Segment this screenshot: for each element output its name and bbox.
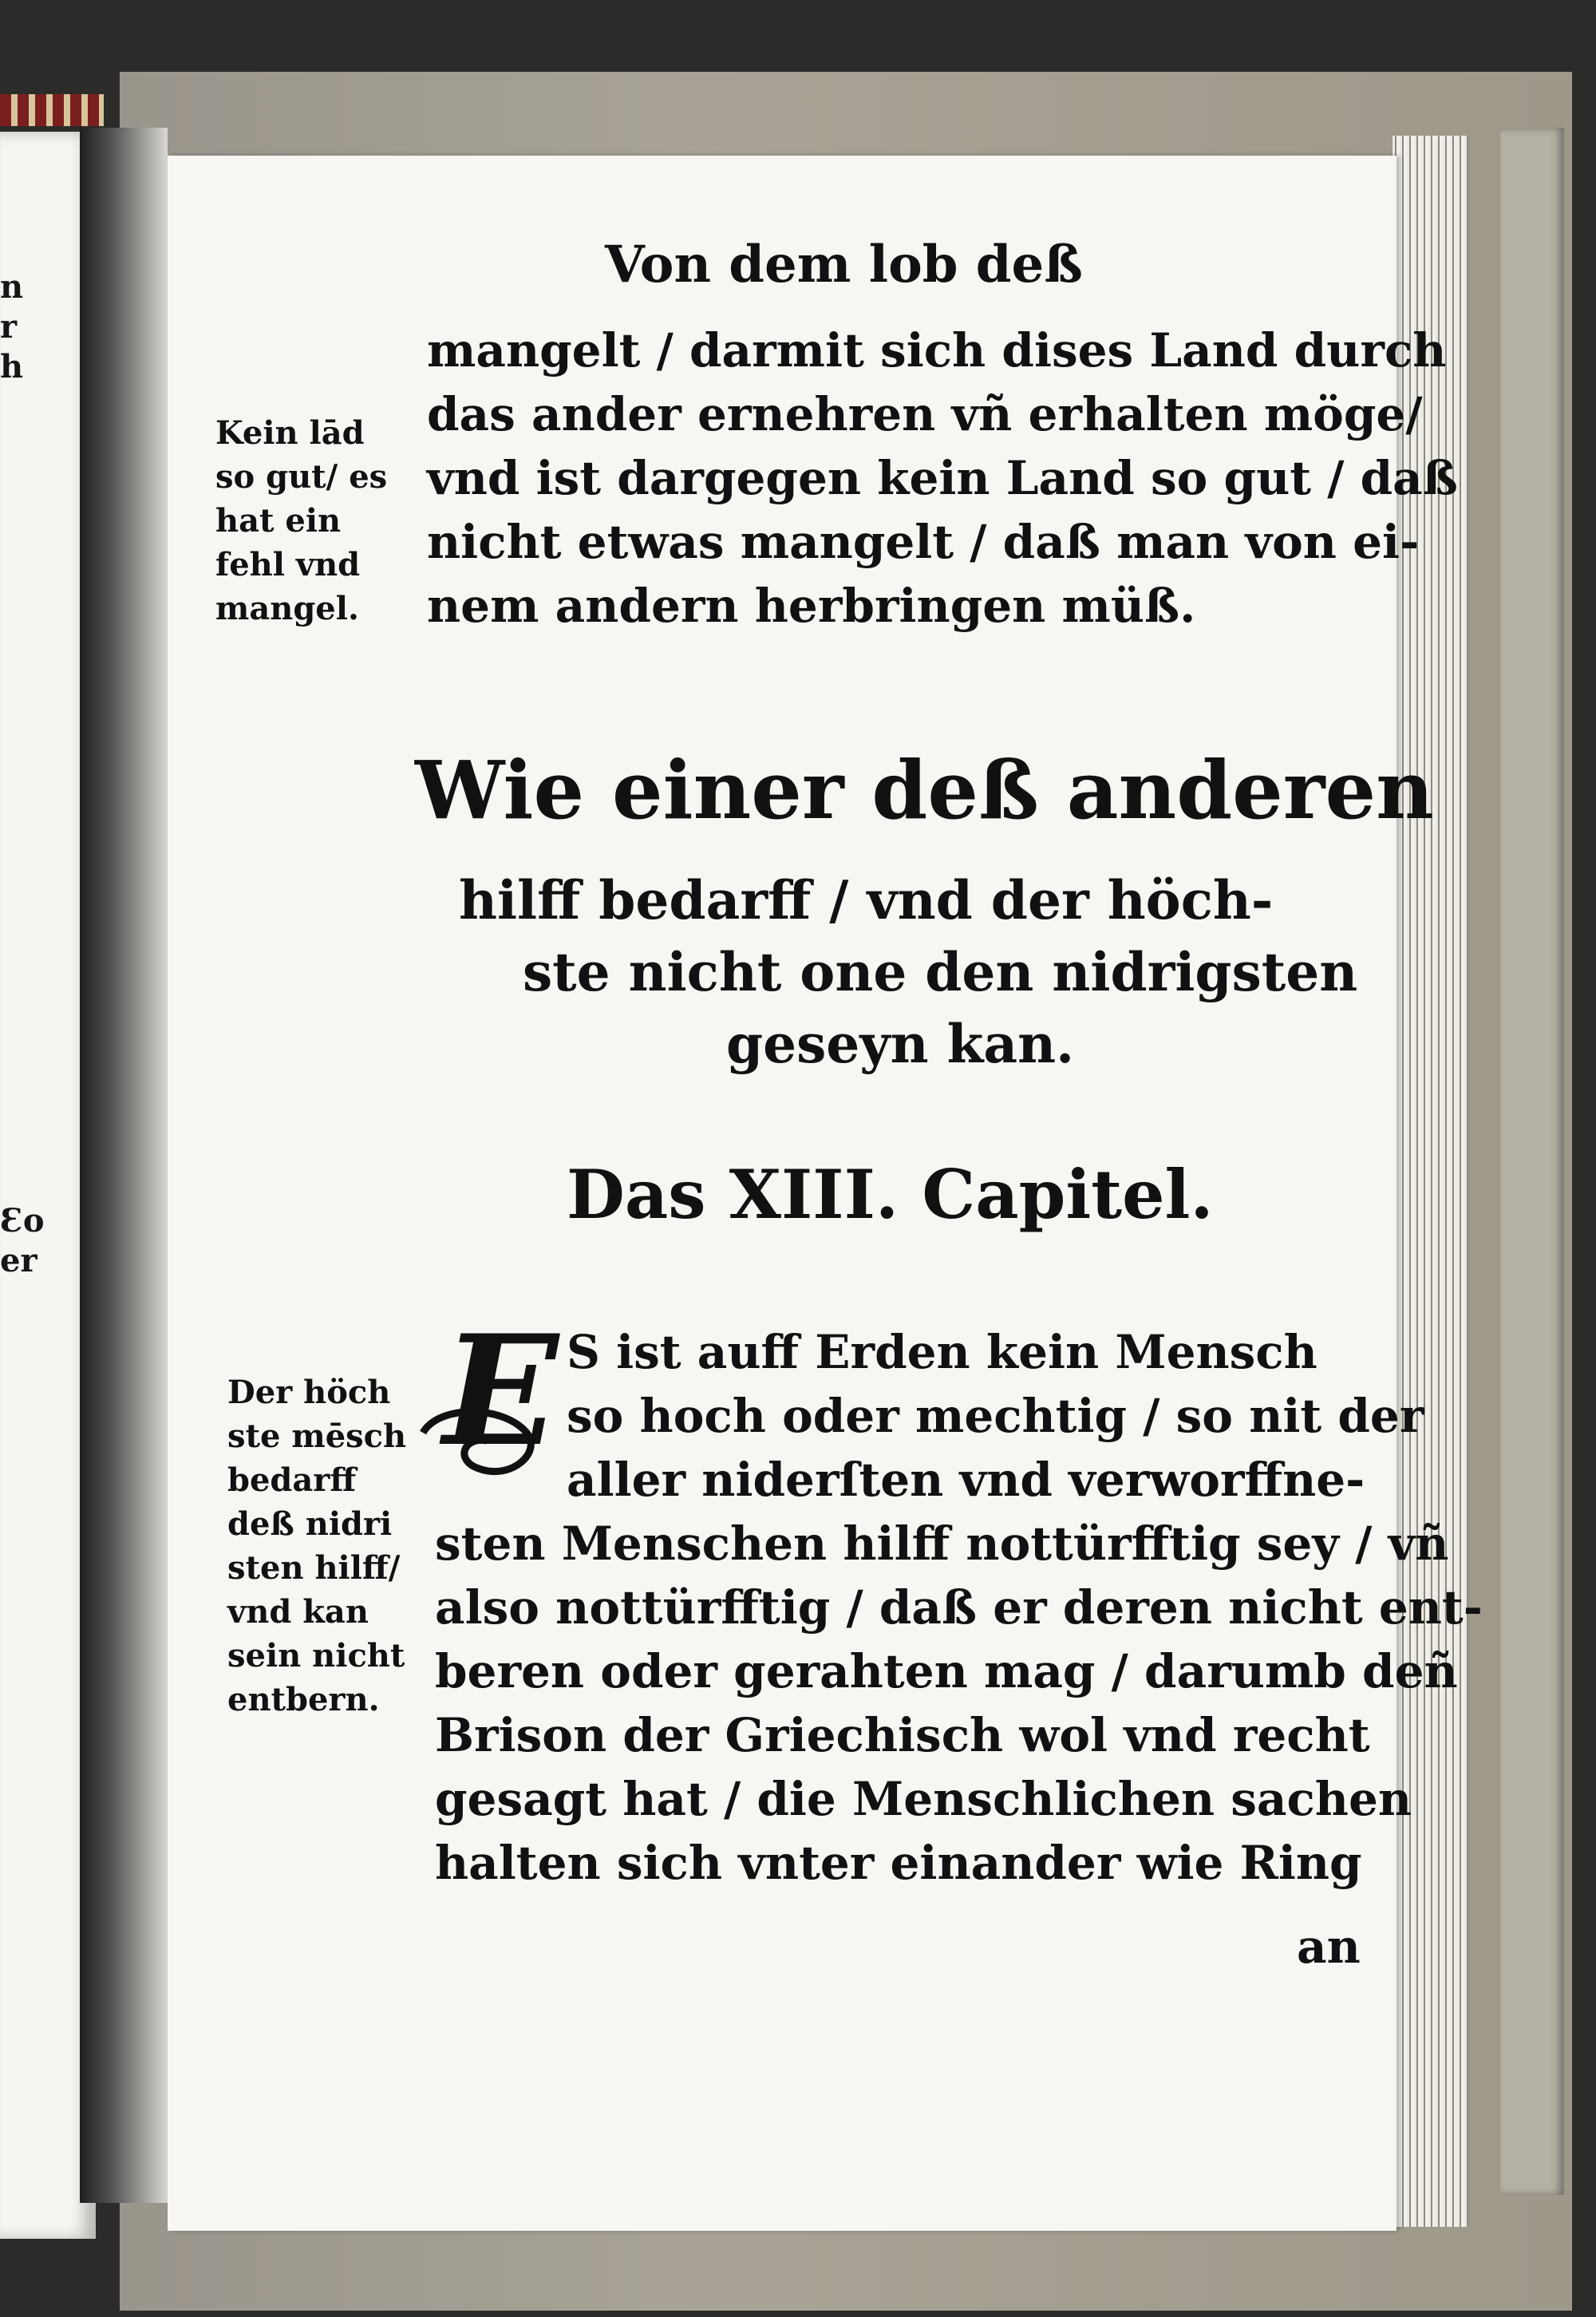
drop-cap-flourish-icon: [407, 1401, 547, 1497]
margin-note-line: vnd kan: [227, 1593, 369, 1631]
book-page: [168, 156, 1483, 2231]
left-page-fragment: Ɛo: [0, 1202, 45, 1240]
margin-note-line: Der höch: [227, 1374, 391, 1411]
text-line: nem andern herbringen müß.: [427, 579, 1196, 633]
margin-note-line: sten hilff/: [227, 1549, 401, 1587]
text-line: aller niderſten vnd verworffne-: [567, 1453, 1365, 1507]
heading-line: ste nicht one den nidrigsten: [523, 941, 1358, 1003]
text-line: Brison der Griechisch wol vnd recht: [435, 1708, 1370, 1762]
text-line: mangelt / darmit sich dises Land durch: [427, 323, 1447, 378]
margin-note-line: fehl vnd: [215, 546, 361, 583]
text-line: sten Menschen hilff nottürfftig sey / vñ: [435, 1516, 1449, 1571]
left-page-fragment: n: [0, 268, 24, 306]
headband: [0, 94, 104, 126]
margin-note-line: mangel.: [215, 590, 359, 627]
margin-note-line: so gut/ es: [215, 458, 388, 496]
left-page-fragment: r: [0, 308, 18, 346]
left-page-fragment: h: [0, 348, 24, 386]
text-line: gesagt hat / die Menschlichen sachen: [435, 1772, 1412, 1826]
text-line: S ist auff Erden kein Mensch: [567, 1325, 1317, 1379]
chapter-number: Das XIII. Capitel.: [567, 1155, 1214, 1234]
heading-line: hilff bedarff / vnd der höch-: [459, 869, 1274, 931]
heading-line: Wie einer deß anderen: [415, 743, 1434, 837]
margin-note-line: Kein lād: [215, 414, 365, 452]
running-head: Von dem lob deß: [605, 235, 1083, 295]
margin-note-line: hat ein: [215, 502, 342, 540]
page-fore-edge: [1393, 136, 1468, 2227]
margin-note-line: entbern.: [227, 1681, 380, 1718]
text-line: das ander ernehren vñ erhalten möge/: [427, 387, 1423, 441]
text-line: so hoch oder mechtig / so nit der: [567, 1389, 1424, 1443]
book-gutter: [80, 128, 168, 2203]
left-page-fragment: er: [0, 1242, 38, 1279]
text-line: beren oder gerahten mag / darumb deñ: [435, 1644, 1458, 1698]
text-line: halten sich vnter einander wie Ring: [435, 1836, 1362, 1890]
margin-note-line: ste mēsch: [227, 1417, 407, 1455]
margin-note-line: bedarff: [227, 1461, 357, 1499]
heading-line: geseyn kan.: [726, 1013, 1075, 1075]
cover-edge: [1500, 128, 1564, 2195]
catchword: an: [1297, 1920, 1361, 1974]
margin-note-line: deß nidri: [227, 1505, 393, 1543]
text-line: vnd ist dargegen kein Land so gut / daß: [427, 451, 1458, 505]
drop-cap: E: [443, 1302, 559, 1480]
margin-note-line: sein nicht: [227, 1637, 405, 1674]
text-line: also nottürfftig / daß er deren nicht ent-: [435, 1580, 1483, 1635]
text-line: nicht etwas mangelt / daß man von ei-: [427, 515, 1420, 569]
